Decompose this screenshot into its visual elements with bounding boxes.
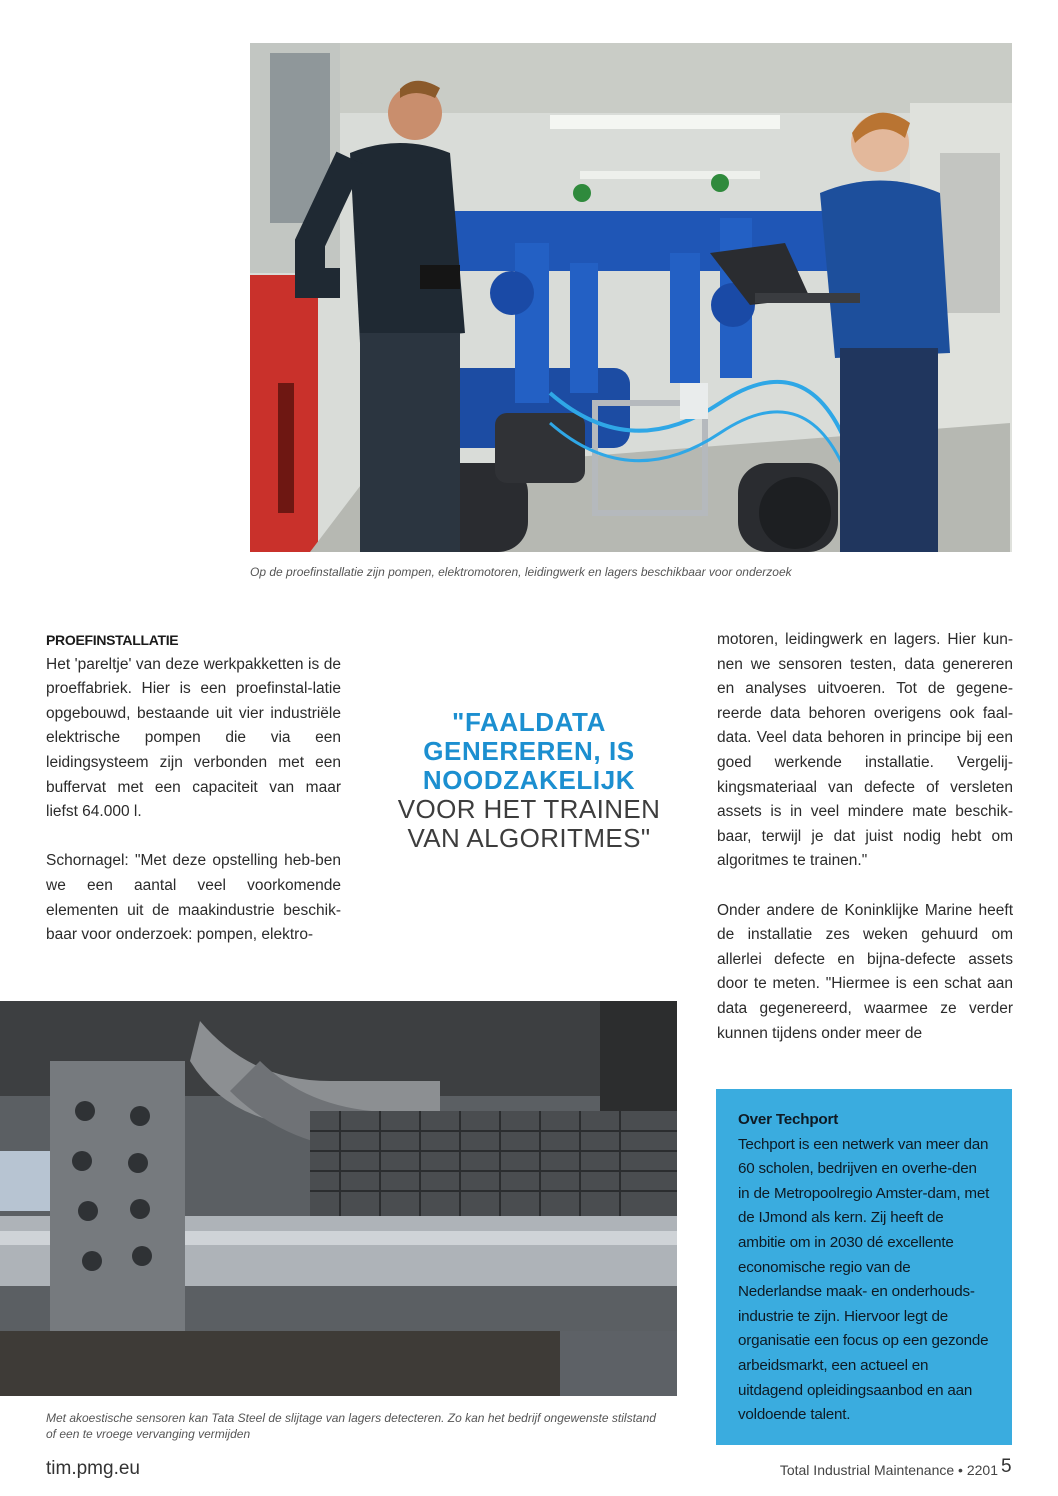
paragraph: motoren, leidingwerk en lagers. Hier kun-nen we sensoren testen, data genereren en analyses uitvoeren. Tot de gegene-reerde data behoren overigens ook faal-data. Veel data behoren in principe bij een goed werkende installatie. Vergelij-kingsmateriaal van defecte of versleten assets is in veel mindere mate beschik-baar, terwijl je dat juist nodig hebt om algoritmes te trainen." [717,631,1013,870]
paragraph: Het 'pareltje' van deze werkpakketten is de proeffabriek. Hier is een proefinstal-latie opgebouwd, bestaande uit vier industriële elektrische pompen die via een leidingsysteem zijn verbonden met een buffervat met een capaciteit van maar liefst 64.000 l. [46,655,341,821]
pull-quote-continuation: VOOR HET TRAINEN VAN ALGORITMES" [397,794,661,853]
paragraph: Schornagel: "Met deze opstelling heb-ben we een aantal veel voorkomende elementen uit de maakindustrie beschik-baar voor onderzoek: pompen, elektro- [46,852,341,944]
paragraph: Onder andere de Koninklijke Marine heeft de installatie zes weken gehuurd om allerlei defecte en bijna-defecte assets door te meten. "Hiermee is een schat aan data gegenereerd, waarmee ze verder kunnen tijdens onder meer de [717,901,1013,1042]
info-box-text: Techport is een netwerk van meer dan 60 scholen, bedrijven en overhe-den in de Metropoolregio Amster-dam, met de IJmond als kern. Zij heeft de ambitie om in 2030 dé excellente economische regio van de Nederlandse maak- en onderhouds-industrie te zijn. Hiervoor legt de organisatie een focus op een gezonde arbeidsmarkt, een actueel en uitdagend opleidingsaanbod en aan voldoende talent. [738,1135,990,1424]
section-heading: PROEFINSTALLATIE [46,632,179,648]
pull-quote-emphasis: "FAALDATA GENEREREN, IS NOODZAKELIJK [422,707,636,795]
caption-bottom-photo: Met akoestische sensoren kan Tata Steel de slijtage van lagers detecteren. Zo kan het bedrijf ongewenste stilstand of een te vroege vervanging vermijden [46,1411,656,1441]
photo-bearing-assembly [0,1001,677,1396]
info-box-techport [716,1089,1012,1445]
footer-website-link[interactable]: tim.pmg.eu [46,1458,140,1479]
article-column-left [46,628,341,948]
info-box-title: Over Techport [738,1111,839,1128]
pull-quote [385,708,673,853]
page-number: 5 [1001,1456,1012,1477]
footer-publication-name: Total Industrial Maintenance • 2201 [779,1462,998,1478]
article-column-right [717,628,1013,1046]
caption-top-photo: Op de proefinstallatie zijn pompen, elektromotoren, leidingwerk en lagers beschikbaar voor onderzoek [250,565,792,579]
photo-pump-installation [250,43,1012,552]
